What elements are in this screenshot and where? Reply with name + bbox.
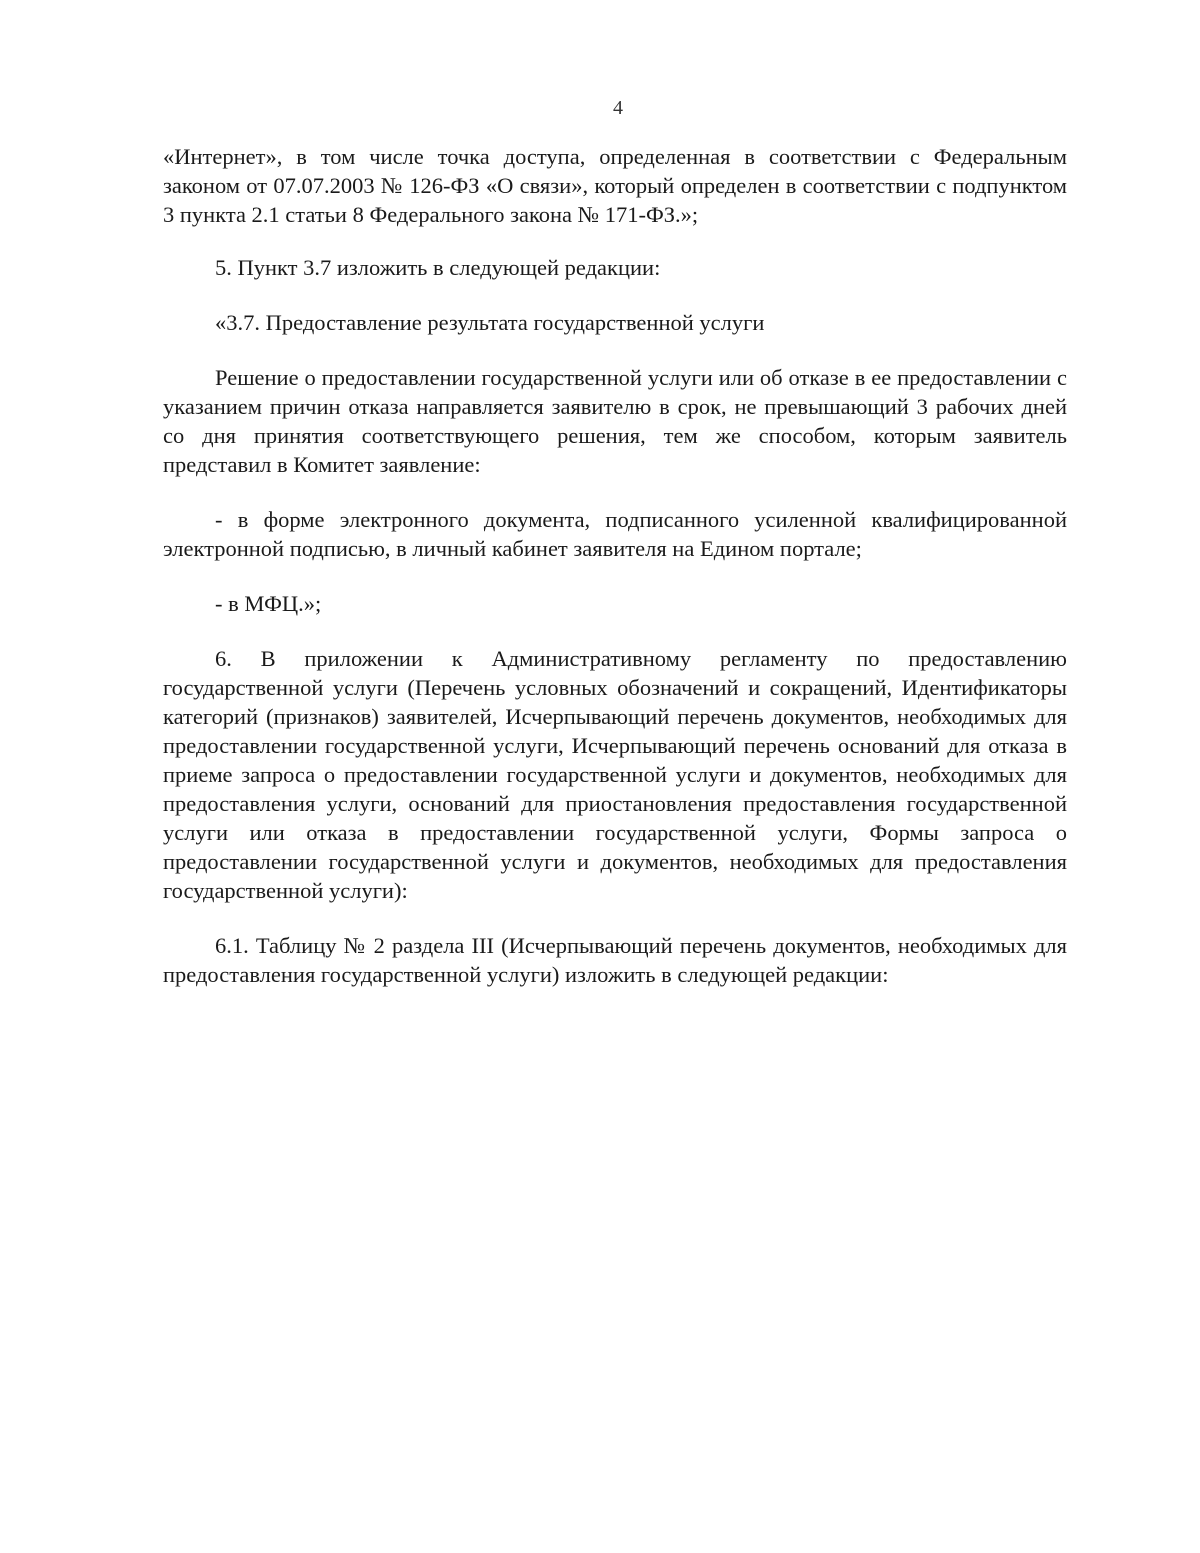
paragraph-mfc-option: - в МФЦ.»; (215, 591, 322, 616)
paragraph-item-5: 5. Пункт 3.7 изложить в следующей редакции: (215, 255, 661, 280)
paragraph-item-6-1-table: 6.1. Таблицу № 2 раздела III (Исчерпывающий перечень документов, необходимых для предоставления государственной услуги) изложить в следующей редакции: (163, 933, 1067, 987)
paragraph-section-3-7-heading: «3.7. Предоставление результата государственной услуги (215, 310, 765, 335)
page-number: 4 (613, 97, 623, 119)
paragraph-electronic-document-option: - в форме электронного документа, подписанного усиленной квалифицированной электронной подписью, в личный кабинет заявителя на Едином портале; (163, 507, 1067, 561)
paragraph-internet-access-point: «Интернет», в том числе точка доступа, определенная в соответствии с Федеральным законом от 07.07.2003 № 126-ФЗ «О связи», который определен в соответствии с подпунктом 3 пункта 2.1 статьи 8 Федерального закона № 171-ФЗ.»; (163, 144, 1067, 227)
paragraph-item-6-appendix: 6. В приложении к Административному регламенту по предоставлению государственной услуги (Перечень условных обозначений и сокращений, Идентификаторы категорий (признаков) заявителей, Исчерпывающий перечень документов, необходимых для предоставлении государственной услуги, Исчерпывающий перечень оснований для отказа в приеме запроса о предоставлении государственной услуги и документов, необходимых для предоставления услуги, оснований для приостановления предоставления государственной услуги или отказа в предоставлении государственной услуги, Формы запроса о предоставлении государственной услуги и документов, необходимых для предоставления государственной услуги): (163, 646, 1067, 903)
document-body (163, 142, 1067, 989)
paragraph-decision-delivery: Решение о предоставлении государственной услуги или об отказе в ее предоставлении с указанием причин отказа направляется заявителю в срок, не превышающий 3 рабочих дней со дня принятия соответствующего решения, тем же способом, которым заявитель представил в Комитет заявление: (163, 365, 1067, 477)
